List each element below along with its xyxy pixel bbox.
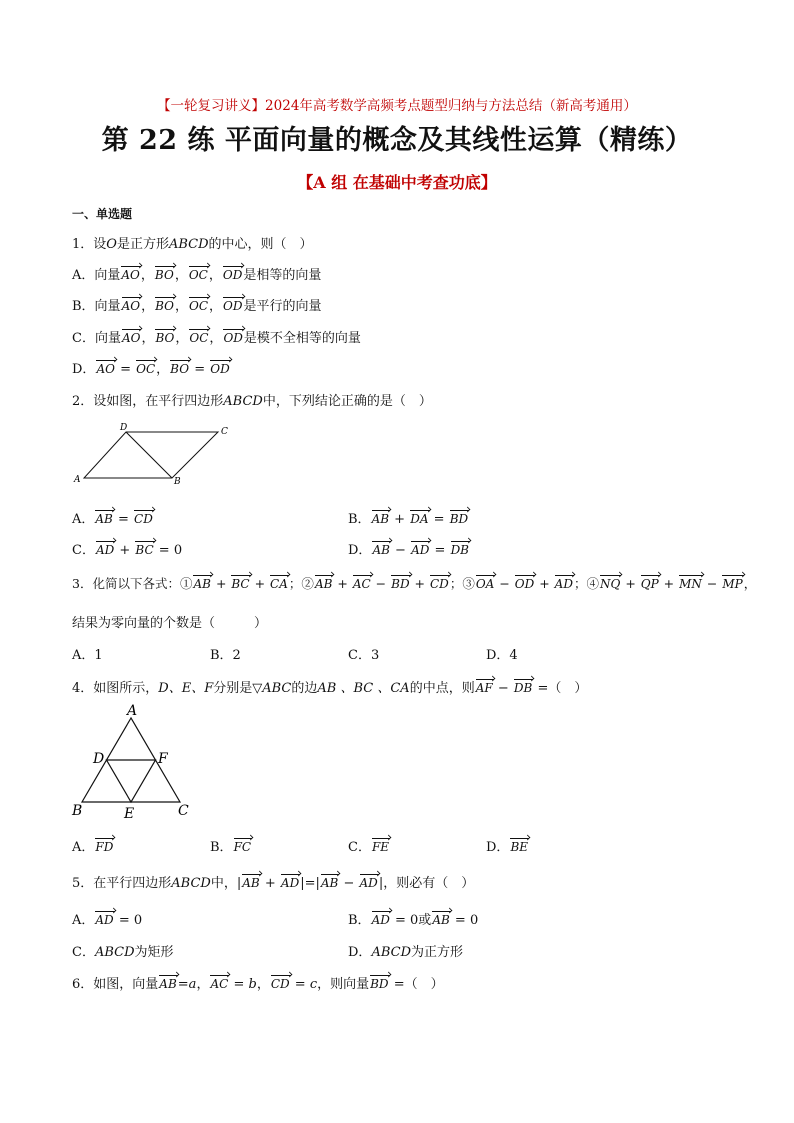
section-heading: 一、单选题: [72, 207, 133, 221]
page-title: 第 22 练 平面向量的概念及其线性运算（精练）: [101, 125, 693, 156]
q3-option-a[interactable]: A．1: [72, 648, 103, 663]
q5-stem: 5．在平行四边形ABCD中，|AB + AD|=|AB − AD|，则必有（ ）: [72, 876, 475, 891]
q5-option-b[interactable]: B．AD = 0或AB = 0: [348, 913, 479, 928]
group-subtitle: 【A 组 在基础中考查功底】: [297, 173, 497, 192]
label-a: A: [74, 475, 81, 485]
label-d: D: [93, 751, 105, 767]
q4-option-c[interactable]: C．FE: [348, 840, 390, 855]
q5-option-d[interactable]: D．ABCD为正方形: [348, 945, 464, 960]
q3-line2: 结果为零向量的个数是（ ）: [72, 616, 268, 631]
midpoint-triangle-def: [107, 760, 156, 802]
q1-option-d[interactable]: D．AO = OC，BO = OD: [72, 362, 230, 377]
q4-option-b[interactable]: B．FC: [210, 840, 252, 855]
q2-stem: 2．设如图，在平行四边形ABCD中，下列结论正确的是（ ）: [72, 394, 432, 409]
label-e: E: [124, 806, 135, 822]
triangle-figure: [68, 702, 198, 822]
q3-option-d[interactable]: D．4: [486, 648, 518, 663]
q2-option-c[interactable]: C．AD + BC = 0: [72, 543, 183, 558]
q3-option-b[interactable]: B．2: [210, 648, 241, 663]
q1-stem: 1．设O是正方形ABCD的中心，则（ ）: [72, 237, 313, 252]
label-c: C: [178, 803, 189, 819]
q1-option-c[interactable]: C．向量AO，BO，OC，OD是模不全相等的向量: [72, 331, 361, 346]
label-d: D: [120, 423, 128, 433]
q4-option-a[interactable]: A．FD: [72, 840, 114, 855]
label-f: F: [158, 751, 168, 767]
q4-option-d[interactable]: D．BE: [486, 840, 529, 855]
parallelogram-outline: [84, 432, 218, 478]
label-a: A: [127, 703, 138, 719]
header-banner: 【一轮复习讲义】2024年高考数学高频考点题型归纳与方法总结（新高考通用）: [157, 98, 637, 114]
q6-stem: 6．如图，向量AB=a，AC = b，CD = c，则向量BD =（ ）: [72, 977, 444, 992]
q2-option-b[interactable]: B．AB + DA = BD: [348, 512, 469, 527]
diagonal-db: [126, 432, 172, 478]
q1-option-a[interactable]: A．向量AO，BO，OC，OD是相等的向量: [72, 268, 322, 283]
label-b: B: [72, 803, 83, 819]
q3-option-c[interactable]: C．3: [348, 648, 380, 663]
q3-stem: 3．化简以下各式：①AB + BC + CA；②AB + AC − BD + CD；③OA − OD + AD；④NQ + QP + MN − MP，: [72, 576, 757, 591]
label-b: B: [174, 477, 181, 487]
q5-option-c[interactable]: C．ABCD为矩形: [72, 945, 174, 960]
q4-stem: 4．如图所示，D、E、F分别是▽ABC的边AB 、BC 、CA的中点，则AF − DB =（ ）: [72, 681, 588, 696]
parallelogram-figure: [70, 420, 240, 490]
q1-option-b[interactable]: B．向量AO，BO，OC，OD是平行的向量: [72, 299, 322, 314]
label-c: C: [221, 427, 228, 437]
q5-option-a[interactable]: A．AD = 0: [72, 913, 143, 928]
q2-option-d[interactable]: D．AB − AD = DB: [348, 543, 470, 558]
q2-option-a[interactable]: A．AB = CD: [72, 512, 153, 527]
